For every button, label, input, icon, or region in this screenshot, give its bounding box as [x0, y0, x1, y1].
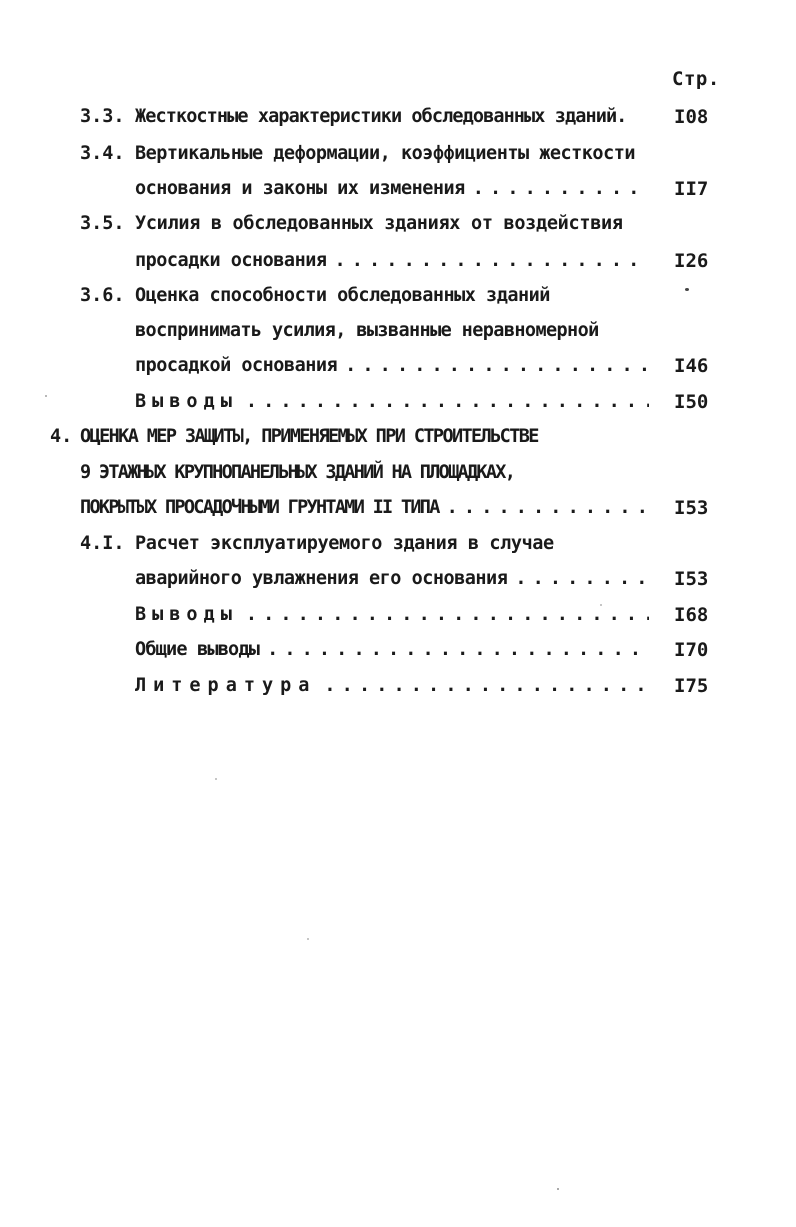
entry-page: I70 [674, 639, 709, 661]
entry-text: аварийного увлажнения его основания [135, 568, 508, 589]
leader-dots [324, 672, 649, 700]
entry-page: I75 [674, 675, 709, 697]
toc-entry-3-6-cont2 [135, 352, 655, 380]
toc-entry-3-5-cont [135, 247, 655, 275]
toc-entry-3-3 [80, 103, 660, 131]
entry-text: Выводы [135, 391, 238, 412]
leader-dots [473, 175, 649, 203]
entry-page: II7 [674, 178, 709, 200]
toc-entry-4-cont2 [80, 494, 655, 522]
toc-entry-conclusions-4 [135, 601, 655, 629]
leader-dots [267, 636, 649, 664]
entry-number: 3.4. [80, 143, 125, 164]
entry-page: I53 [674, 568, 709, 590]
entry-text: Расчет эксплуатируемого здания в случае [135, 533, 554, 554]
entry-text: Оценка способности обследованных зданий [135, 285, 550, 306]
entry-page: I53 [674, 497, 709, 519]
entry-text: Усилия в обследованных зданиях от воздействия [135, 213, 623, 234]
entry-text: воспринимать усилия, вызванные неравномерной [135, 320, 599, 341]
scan-speck [685, 288, 689, 291]
toc-entry-references [135, 672, 655, 700]
leader-dots [246, 601, 649, 629]
entry-number: 4. [50, 426, 73, 447]
entry-text: ОЦЕНКА МЕР ЗАЩИТЫ, ПРИМЕНЯЕМЫХ ПРИ СТРОИТЕЛЬСТВЕ [80, 426, 538, 447]
entry-text: просадки основания [135, 250, 327, 271]
entry-text: ПОКРЫТЫХ ПРОСАДОЧНЫМИ ГРУНТАМИ II ТИПА [80, 497, 439, 518]
entry-text: Жесткостные характеристики обследованных зданий. [135, 106, 627, 127]
scan-speck [215, 778, 217, 780]
entry-number: 4.I. [80, 533, 125, 554]
leader-dots [345, 352, 649, 380]
entry-text: Вертикальные деформации, коэффициенты жесткости [135, 143, 635, 164]
entry-text: Выводы [135, 604, 238, 625]
toc-entry-conclusions-3 [135, 388, 655, 416]
toc-entry-4-cont [80, 459, 660, 487]
toc-entry-3-6-cont [135, 317, 655, 345]
page-column-label: Стр. [672, 68, 720, 90]
scan-speck [307, 938, 309, 940]
entry-page: I08 [674, 106, 709, 128]
entry-page: I26 [674, 250, 709, 272]
toc-entry-4-1 [80, 530, 660, 558]
toc-entry-3-6 [80, 282, 660, 310]
entry-number: 3.6. [80, 285, 125, 306]
toc-entry-3-4-cont [135, 175, 655, 203]
scan-speck [600, 604, 602, 606]
leader-dots [447, 494, 649, 522]
entry-text: 9 ЭТАЖНЫХ КРУПНОПАНЕЛЬНЫХ ЗДАНИЙ НА ПЛОЩАДКАХ, [80, 462, 515, 483]
entry-text: Общие выводы [135, 639, 260, 660]
entry-text: Литература [135, 675, 317, 696]
leader-dots [334, 247, 649, 275]
toc-entry-3-4 [80, 140, 660, 168]
leader-dots [515, 565, 649, 593]
entry-number: 3.5. [80, 213, 125, 234]
entry-page: I50 [674, 391, 709, 413]
scan-speck [557, 1188, 559, 1190]
leader-dots [246, 388, 649, 416]
entry-text: основания и законы их изменения [135, 178, 465, 199]
entry-number: 3.3. [80, 106, 125, 127]
toc-entry-general-conclusions [135, 636, 655, 664]
toc-entry-4-1-cont [135, 565, 655, 593]
entry-text: просадкой основания [135, 355, 338, 376]
entry-page: I68 [674, 604, 709, 626]
scan-speck [45, 395, 47, 397]
toc-entry-3-5 [80, 210, 660, 238]
toc-entry-4 [50, 423, 660, 451]
entry-page: I46 [674, 355, 709, 377]
